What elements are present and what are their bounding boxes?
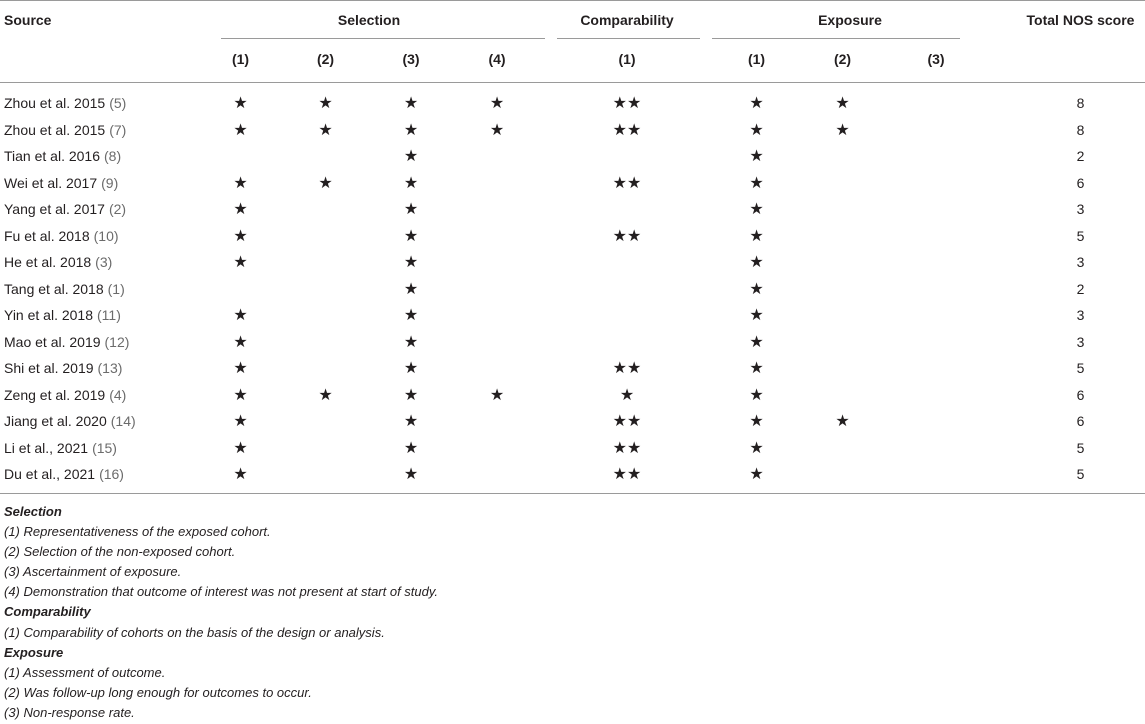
exposure-1-star-cell: ★ — [749, 278, 764, 298]
exposure-1-star-cell: ★ — [749, 225, 764, 245]
comparability-1-star-cell: ★★ — [612, 437, 642, 457]
exposure-1-star-cell: ★ — [749, 199, 764, 219]
subcolumn-comparability-1: (1) — [618, 51, 636, 67]
selection-3-star-cell: ★ — [403, 225, 419, 245]
study-name: Wei et al. 2017 — [4, 174, 98, 191]
source-cell — [0, 228, 198, 244]
source-cell — [0, 148, 198, 164]
reference-link[interactable]: (2) — [108, 201, 127, 218]
comparability-1-star-cell: ★★ — [612, 464, 642, 484]
reference-link[interactable]: (7) — [109, 121, 127, 138]
table-row — [0, 408, 1145, 435]
source-cell — [0, 254, 198, 270]
header-row-groups — [0, 1, 1145, 38]
total-nos-score-cell: 3 — [1076, 333, 1085, 350]
source-cell — [0, 95, 198, 111]
selection-3-star-cell: ★ — [403, 437, 419, 457]
footnote-item: (3) Ascertainment of exposure. — [4, 564, 182, 580]
total-nos-score-cell: 6 — [1076, 174, 1085, 191]
table-row — [0, 461, 1145, 488]
total-nos-score-cell: 8 — [1076, 95, 1085, 112]
selection-1-star-cell: ★ — [233, 411, 248, 431]
selection-4-star-cell: ★ — [489, 119, 505, 139]
study-name: He et al. 2018 — [4, 254, 92, 271]
exposure-2-star-cell: ★ — [835, 411, 850, 431]
exposure-1-star-cell: ★ — [749, 331, 764, 351]
total-nos-score-cell: 2 — [1076, 280, 1085, 297]
selection-2-star-cell: ★ — [318, 172, 333, 192]
selection-3-star-cell: ★ — [403, 305, 419, 325]
exposure-2-star-cell: ★ — [835, 119, 850, 139]
selection-1-star-cell: ★ — [233, 93, 248, 113]
footnote-item: (3) Non-response rate. — [4, 704, 135, 720]
source-cell — [0, 175, 198, 191]
total-nos-score-cell: 3 — [1076, 254, 1085, 271]
selection-3-star-cell: ★ — [403, 93, 419, 113]
exposure-2-star-cell: ★ — [835, 93, 850, 113]
total-nos-score-cell: 5 — [1076, 439, 1085, 456]
total-nos-score-cell: 6 — [1076, 386, 1085, 403]
source-cell — [0, 281, 198, 297]
comparability-1-star-cell: ★★ — [612, 225, 642, 245]
study-name: Yin et al. 2018 — [4, 307, 93, 324]
table-row — [0, 223, 1145, 250]
reference-link[interactable]: (11) — [97, 307, 121, 324]
selection-1-star-cell: ★ — [233, 225, 248, 245]
selection-3-star-cell: ★ — [403, 464, 419, 484]
selection-1-star-cell: ★ — [233, 464, 248, 484]
reference-link[interactable]: (5) — [109, 95, 127, 112]
subcolumn-selection-3: (3) — [402, 51, 420, 67]
total-nos-score-cell: 3 — [1076, 307, 1085, 324]
selection-group-underline — [221, 38, 545, 39]
study-name: Tian et al. 2016 — [4, 148, 100, 165]
selection-3-star-cell: ★ — [403, 146, 419, 166]
selection-1-star-cell: ★ — [233, 172, 248, 192]
table-footnotes — [0, 494, 1145, 723]
exposure-1-star-cell: ★ — [749, 119, 764, 139]
exposure-1-star-cell: ★ — [749, 93, 764, 113]
exposure-1-star-cell: ★ — [749, 172, 764, 192]
selection-3-star-cell: ★ — [403, 119, 419, 139]
subcolumn-exposure-1: (1) — [747, 51, 766, 67]
total-nos-score-cell: 2 — [1076, 148, 1085, 165]
exposure-1-star-cell: ★ — [749, 252, 764, 272]
table-row — [0, 143, 1145, 170]
source-cell — [0, 122, 198, 138]
subcolumn-exposure-2: (2) — [833, 51, 852, 67]
footnote-title-selection: Selection — [4, 504, 62, 519]
total-nos-score-cell: 5 — [1076, 466, 1085, 483]
exposure-group-underline — [712, 38, 960, 39]
selection-2-star-cell: ★ — [318, 384, 333, 404]
table-row — [0, 382, 1145, 409]
footnote-item: (2) Selection of the non-exposed cohort. — [4, 544, 236, 560]
subcolumn-selection-2: (2) — [316, 51, 335, 67]
table-row — [0, 249, 1145, 276]
reference-link[interactable]: (10) — [93, 227, 119, 244]
comparability-group-underline — [557, 38, 700, 39]
subcolumn-selection-4: (4) — [488, 51, 506, 67]
comparability-1-star-cell: ★ — [619, 384, 635, 404]
total-nos-score-cell: 8 — [1076, 121, 1085, 138]
exposure-1-star-cell: ★ — [749, 464, 764, 484]
selection-4-star-cell: ★ — [489, 384, 505, 404]
footnote-item: (2) Was follow-up long enough for outcomes to occur. — [4, 684, 312, 700]
column-group-exposure: Exposure — [818, 11, 882, 28]
comparability-1-star-cell: ★★ — [612, 358, 642, 378]
exposure-1-star-cell: ★ — [749, 411, 764, 431]
column-header-total-nos-score: Total NOS score — [1026, 11, 1135, 28]
header-row-subcolumns — [0, 39, 1145, 82]
column-group-selection: Selection — [337, 11, 401, 28]
comparability-1-star-cell: ★★ — [612, 172, 642, 192]
selection-3-star-cell: ★ — [403, 358, 419, 378]
comparability-1-star-cell: ★★ — [612, 119, 642, 139]
study-name: Mao et al. 2019 — [4, 333, 101, 350]
exposure-1-star-cell: ★ — [749, 146, 764, 166]
reference-link[interactable]: (13) — [97, 360, 123, 377]
selection-3-star-cell: ★ — [403, 384, 419, 404]
selection-1-star-cell: ★ — [233, 119, 248, 139]
study-name: Tang et al. 2018 — [4, 280, 104, 297]
table-row — [0, 276, 1145, 303]
table-row — [0, 329, 1145, 356]
table-row — [0, 170, 1145, 197]
study-name: Jiang et al. 2020 — [4, 413, 107, 430]
column-header-source: Source — [4, 11, 52, 28]
reference-link[interactable]: (15) — [92, 439, 117, 456]
table-row — [0, 196, 1145, 223]
total-nos-score-cell: 5 — [1076, 360, 1085, 377]
selection-1-star-cell: ★ — [233, 358, 248, 378]
source-cell — [0, 387, 198, 403]
footnote-item: (1) Representativeness of the exposed cohort. — [4, 524, 271, 540]
selection-3-star-cell: ★ — [403, 411, 419, 431]
footnote-item: (4) Demonstration that outcome of interest was not present at start of study. — [4, 584, 439, 600]
selection-1-star-cell: ★ — [233, 305, 248, 325]
selection-4-star-cell: ★ — [489, 93, 505, 113]
selection-2-star-cell: ★ — [318, 119, 333, 139]
reference-link[interactable]: (1) — [107, 280, 125, 297]
footnote-item: (1) Comparability of cohorts on the basis of the design or analysis. — [4, 624, 385, 640]
table-row — [0, 355, 1145, 382]
exposure-1-star-cell: ★ — [749, 384, 764, 404]
table-row — [0, 117, 1145, 144]
selection-3-star-cell: ★ — [403, 199, 419, 219]
study-name: Zeng et al. 2019 — [4, 386, 106, 403]
selection-1-star-cell: ★ — [233, 437, 248, 457]
selection-3-star-cell: ★ — [403, 331, 419, 351]
selection-3-star-cell: ★ — [403, 252, 419, 272]
study-name: Shi et al. 2019 — [4, 360, 94, 377]
group-underlines — [0, 38, 1145, 39]
total-nos-score-cell: 3 — [1076, 201, 1085, 218]
table-body — [0, 83, 1145, 493]
selection-1-star-cell: ★ — [233, 331, 248, 351]
column-group-comparability: Comparability — [580, 11, 674, 28]
source-cell — [0, 466, 198, 482]
reference-link[interactable]: (4) — [109, 386, 127, 403]
reference-link[interactable]: (14) — [110, 413, 136, 430]
reference-link[interactable]: (12) — [104, 333, 130, 350]
footnote-title-comparability: Comparability — [4, 604, 91, 620]
comparability-1-star-cell: ★★ — [612, 93, 642, 113]
subcolumn-selection-1: (1) — [231, 51, 250, 67]
table-row — [0, 435, 1145, 462]
study-name: Li et al., 2021 — [4, 439, 89, 456]
selection-1-star-cell: ★ — [233, 384, 248, 404]
study-name: Zhou et al. 2015 — [4, 95, 106, 112]
source-cell — [0, 334, 198, 350]
source-cell — [0, 201, 198, 217]
source-cell — [0, 440, 198, 456]
reference-link[interactable]: (9) — [101, 174, 119, 191]
selection-2-star-cell: ★ — [318, 93, 333, 113]
study-name: Du et al., 2021 — [4, 466, 96, 483]
selection-3-star-cell: ★ — [403, 278, 419, 298]
selection-1-star-cell: ★ — [233, 252, 248, 272]
footnote-title-exposure: Exposure — [4, 644, 64, 660]
total-nos-score-cell: 6 — [1076, 413, 1085, 430]
source-cell — [0, 413, 198, 429]
source-cell — [0, 307, 198, 323]
exposure-1-star-cell: ★ — [749, 305, 764, 325]
table-row — [0, 302, 1145, 329]
exposure-1-star-cell: ★ — [749, 358, 764, 378]
reference-link[interactable]: (16) — [99, 466, 124, 483]
reference-link[interactable]: (8) — [104, 148, 122, 165]
reference-link[interactable]: (3) — [95, 254, 113, 271]
footnote-item: (1) Assessment of outcome. — [4, 664, 166, 680]
comparability-1-star-cell: ★★ — [612, 411, 642, 431]
study-name: Yang et al. 2017 — [4, 201, 105, 218]
selection-1-star-cell: ★ — [233, 199, 248, 219]
table-row — [0, 90, 1145, 117]
study-name: Fu et al. 2018 — [4, 227, 90, 244]
source-cell — [0, 360, 198, 376]
study-name: Zhou et al. 2015 — [4, 121, 106, 138]
subcolumn-exposure-3: (3) — [927, 51, 945, 67]
selection-3-star-cell: ★ — [403, 172, 419, 192]
total-nos-score-cell: 5 — [1076, 227, 1085, 244]
exposure-1-star-cell: ★ — [749, 437, 764, 457]
